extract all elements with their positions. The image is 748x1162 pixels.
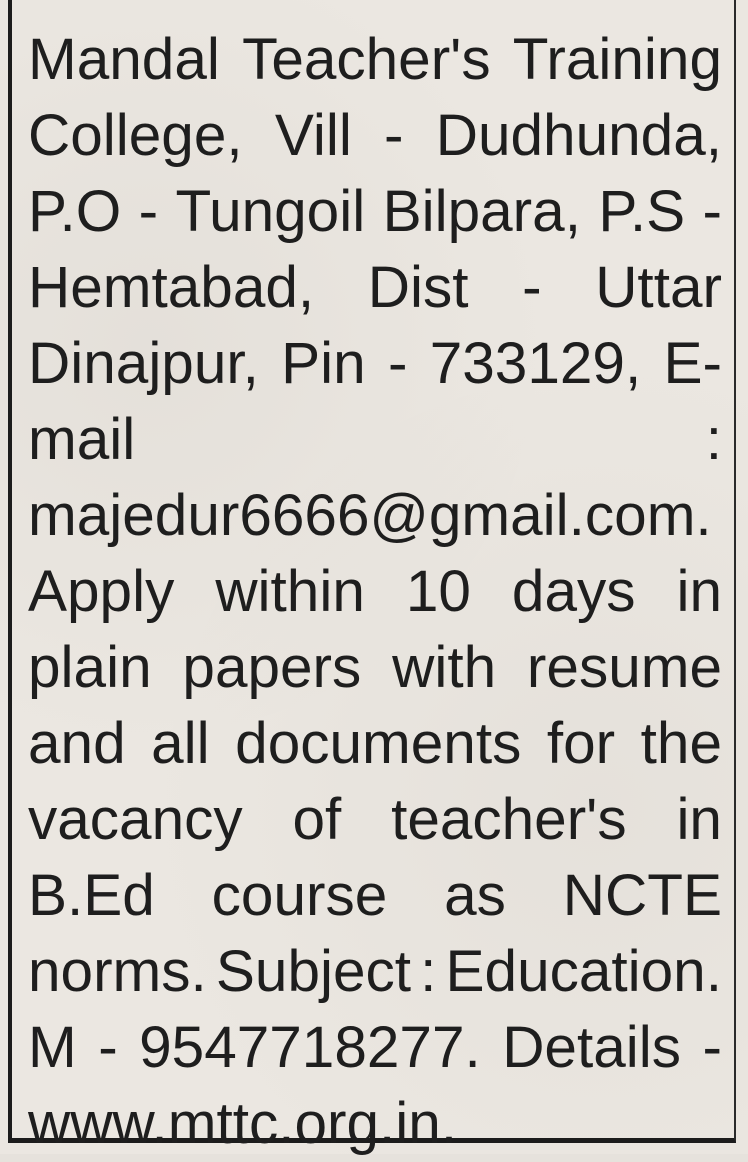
ad-word: - — [98, 1015, 118, 1080]
ad-word: P.O — [28, 179, 122, 244]
ad-line — [28, 250, 722, 326]
ad-word: : — [705, 407, 722, 472]
ad-word: - — [384, 103, 404, 168]
ad-word: E- — [663, 331, 722, 396]
ad-word: - — [387, 331, 408, 396]
ad-word: Dudhunda, — [435, 103, 722, 168]
ad-word: teacher's — [391, 787, 627, 852]
ad-word: Dist — [367, 255, 469, 320]
ad-word: www.mttc.org.in. — [28, 1091, 458, 1156]
ad-line — [28, 1086, 722, 1162]
ad-word: College, — [28, 103, 243, 168]
ad-line — [28, 630, 722, 706]
ad-word: Teacher's — [242, 27, 491, 92]
ad-word: B.Ed — [28, 863, 155, 928]
ad-word: Details — [502, 1015, 682, 1080]
ad-word: of — [292, 787, 342, 852]
ad-word: P.S — [598, 179, 686, 244]
ad-word: in — [676, 787, 722, 852]
ad-line — [28, 934, 722, 1010]
ad-line — [28, 858, 722, 934]
ad-word: Hemtabad, — [28, 255, 315, 320]
ad-word: papers — [182, 635, 362, 700]
ad-word: Tungoil — [175, 179, 366, 244]
ad-word: Mandal — [28, 27, 220, 92]
ad-word: Dinajpur, — [28, 331, 259, 396]
ad-word: course — [211, 863, 388, 928]
ad-word: and — [28, 711, 126, 776]
ad-word: plain — [28, 635, 152, 700]
ad-word: norms. — [28, 939, 207, 1004]
ad-word: vacancy — [28, 787, 243, 852]
ad-word: - — [138, 179, 159, 244]
ad-line — [28, 174, 722, 250]
ad-word: 9547718277. — [139, 1015, 481, 1080]
ad-word: Training — [512, 27, 722, 92]
ad-word: Uttar — [595, 255, 722, 320]
ad-word: - — [702, 179, 722, 244]
ad-word: the — [640, 711, 722, 776]
ad-word: Pin — [281, 331, 366, 396]
ad-word: all — [151, 711, 210, 776]
ad-word: within — [215, 559, 365, 624]
ad-line — [28, 1010, 722, 1086]
ad-word: with — [392, 635, 497, 700]
ad-word: Bilpara, — [382, 179, 581, 244]
ad-word: 733129, — [429, 331, 642, 396]
ad-word: majedur6666@gmail.com. — [28, 483, 712, 548]
ad-line — [28, 402, 722, 478]
ad-word: : — [420, 939, 437, 1004]
advertisement-text — [28, 22, 722, 1162]
ad-line — [28, 98, 722, 174]
ad-word: M — [28, 1015, 77, 1080]
ad-word: 10 — [405, 559, 471, 624]
ad-line — [28, 478, 722, 554]
ad-line — [28, 554, 722, 630]
ad-word: in — [676, 559, 722, 624]
ad-word: Education. — [445, 939, 722, 1004]
ad-word: mail — [28, 407, 136, 472]
ad-word: Vill — [274, 103, 352, 168]
ad-word: Subject — [215, 939, 412, 1004]
ad-word: as — [444, 863, 506, 928]
ad-word: - — [522, 255, 542, 320]
ad-word: for — [546, 711, 616, 776]
ad-line — [28, 706, 722, 782]
ad-word: resume — [526, 635, 722, 700]
ad-word: NCTE — [562, 863, 722, 928]
ad-line — [28, 326, 722, 402]
ad-word: documents — [235, 711, 522, 776]
ad-line — [28, 22, 722, 98]
ad-word: - — [702, 1015, 722, 1080]
ad-word: Apply — [28, 559, 175, 624]
ad-word: days — [511, 559, 636, 624]
ad-line — [28, 782, 722, 858]
